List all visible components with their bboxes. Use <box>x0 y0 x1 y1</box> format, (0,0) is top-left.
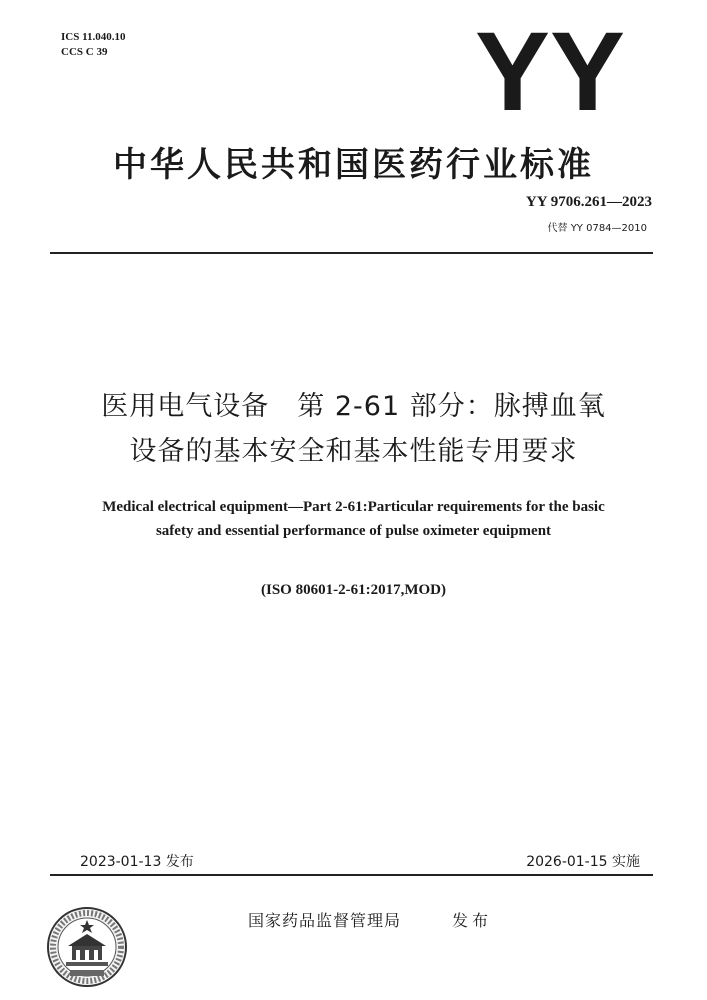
header-divider <box>50 252 653 254</box>
publish-label: 发布 <box>452 911 493 930</box>
chinese-title-line-2: 设备的基本安全和基本性能专用要求 <box>129 436 578 467</box>
english-title-line-1: Medical electrical equipment—Part 2-61:Particular requirements for the basic <box>102 499 605 515</box>
ccs-code: CCS C 39 <box>61 46 108 58</box>
chinese-title-line-1: 医用电气设备 第 2-61 部分：脉搏血氧 <box>101 391 606 422</box>
footer-divider <box>50 874 653 876</box>
english-title-line-2: safety and essential performance of pulse oximeter equipment <box>155 523 552 539</box>
national-emblem-seal-icon <box>46 906 128 988</box>
replaces-standard: 代替 YY 0784—2010 <box>547 223 647 234</box>
iso-reference: (ISO 80601-2-61:2017,MOD) <box>261 582 446 598</box>
publisher-name: 国家药品监督管理局 <box>248 911 402 930</box>
organization-title: 中华人民共和国医药行业标准 <box>113 145 594 185</box>
yy-logo <box>470 22 630 117</box>
standard-number: YY 9706.261—2023 <box>525 194 652 210</box>
issue-date: 2023-01-13 发布 <box>80 854 194 870</box>
classification-codes <box>61 30 126 60</box>
implementation-date: 2026-01-15 实施 <box>526 854 640 870</box>
ics-code: ICS 11.040.10 <box>61 31 126 43</box>
yy-logo-text: YY <box>475 22 625 117</box>
